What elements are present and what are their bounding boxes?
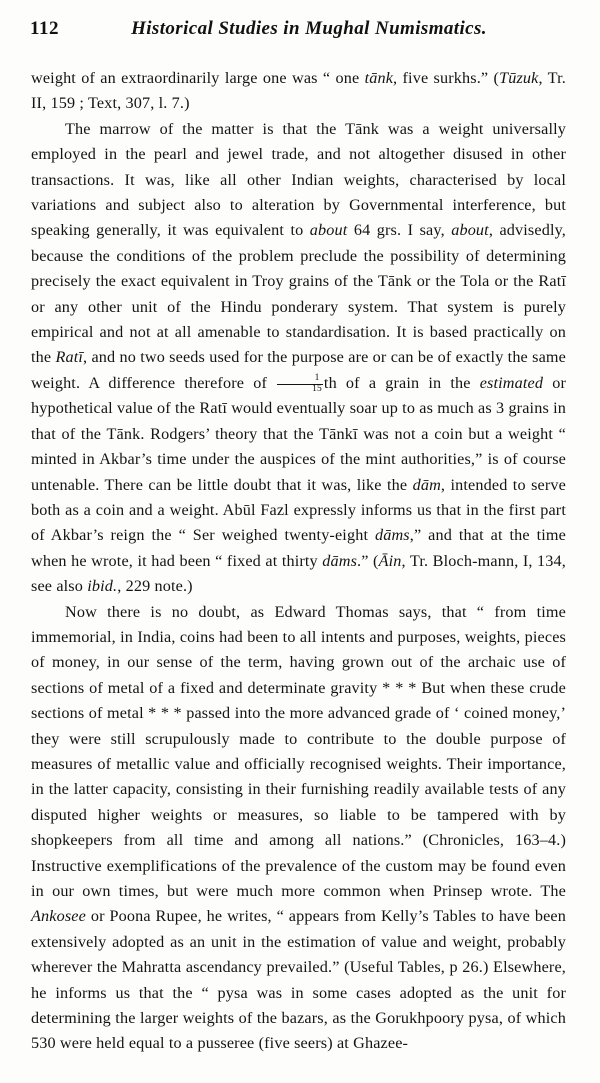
text-run: , intended to serve both as a coin and a weight. Abūl Fazl expressly informs us that in the first part of Akbar’s reign the “ Ser weighed twenty-eight bbox=[31, 475, 566, 545]
text-run: or hypothetical value of the Ratī would eventually soar up to as much as 3 grains in that of the Tānk. Rodgers’ theory that the Tānkī was not a coin but a weight “ minted in Akbar’s time under the auspices of the mint authorities,” is of course untenable. There can be little doubt that it was, like the bbox=[31, 373, 567, 494]
text-run: , and no two seeds used for the purpose are or can be of exactly the same weight. A difference therefore of bbox=[31, 348, 566, 392]
running-title: Historical Studies in Mughal Numismatics. bbox=[131, 18, 487, 39]
text-run: ,” and that at the time when he wrote, it had been “ fixed at thirty bbox=[31, 526, 566, 570]
italic-term-rati: Ratī bbox=[55, 348, 84, 367]
italic-term-dams-2: dāms bbox=[322, 551, 358, 570]
italic-term-dams-1: dāms bbox=[374, 526, 410, 545]
text-run: weight of an extraordinarily large one was “ one bbox=[31, 69, 365, 87]
italic-term-about-1: about bbox=[309, 221, 348, 240]
text-run: , 229 note.) bbox=[117, 577, 193, 596]
text-run: 64 grs. I say, bbox=[347, 221, 452, 240]
text-run: th of a grain in the bbox=[323, 373, 480, 392]
fraction-numerator: 1 bbox=[277, 374, 323, 385]
fraction-denominator: 15 bbox=[312, 383, 322, 394]
paragraph-3 bbox=[31, 600, 566, 1057]
text-run: , Tr. II, 159 ; Text, 307, l. 7.) bbox=[31, 69, 566, 113]
text-run: , five surkhs.” ( bbox=[393, 69, 500, 87]
page-header bbox=[0, 0, 600, 52]
italic-term-ain: Āin bbox=[378, 551, 402, 570]
text-run: , Tr. Bloch-mann, I, 134, see also bbox=[31, 551, 566, 596]
italic-term-estimated: estimated bbox=[479, 373, 544, 392]
italic-term-dam: dām bbox=[412, 475, 441, 494]
text-run: or Poona Rupee, he writes, “ appears from Kelly’s Tables to have been extensively adopted as an unit in the estimation of value and weight, probably wherever the Mahratta ascendancy prevailed.” (Useful Tables, p 26.) Elsewhere, he informs us that the “ pysa was in some cases adopted as the unit for determining the larger weights of the bazars, as the Gorukhpoory pysa, of which 530 were held equal to a pusseree (five seers) at Ghazee- bbox=[31, 907, 566, 1053]
fraction-one-fifteenth bbox=[277, 374, 323, 394]
italic-term-about-2: about bbox=[451, 221, 489, 240]
text-run: , advisedly, because the conditions of the problem preclude the possibility of determining precisely the exact equivalent in Troy grains of the Tānk or the Tola or the Ratī or any other unit of the Hindu ponderary system. That system is purely empirical and not at all amenable to standardisation. It is based practically on the bbox=[31, 221, 566, 367]
italic-term-ibid: ibid. bbox=[87, 577, 118, 596]
paragraph-2 bbox=[31, 117, 566, 600]
italic-term-ankosee: Ankosee bbox=[31, 907, 86, 926]
text-run: .” ( bbox=[357, 551, 379, 570]
italic-term-tank: tānk bbox=[364, 69, 394, 87]
italic-term-tuzuk: Tūzuk bbox=[499, 69, 539, 87]
body-text bbox=[0, 52, 600, 1057]
paragraph-1 bbox=[31, 66, 566, 117]
text-run: Now there is no doubt, as Edward Thomas says, that “ from time immemorial, in India, coins had been to all intents and purposes, weights, pieces of money, in our sense of the term, having grown out of the archaic use of sections of metal of a fixed and determinate gravity * * * But when these crude sections of metal * * * passed into the more advanced grade of ‘ coined money,’ they were still scrupulously made to contribute to the double purpose of measures of metallic value and officially recognised weights. Their importance, in the latter capacity, consisting in their furnishing readily available tests of any disputed higher weights or measures, so liable to be tampered with by shopkeepers from all time and among all nations.” (Chronicles, 163–4.) Instructive exemplifications of the prevalence of the custom may be found even in our own times, but were much more common when Prinsep wrote. The bbox=[31, 602, 566, 900]
page-number: 112 bbox=[30, 18, 59, 39]
text-run: The marrow of the matter is that the Tānk was a weight universally employed in the pearl and jewel trade, and not altogether disused in other transactions. It was, like all other Indian weights, characterised by local variations and subject also to alteration by Governmental interference, but speaking generally, it was equivalent to bbox=[31, 119, 566, 240]
